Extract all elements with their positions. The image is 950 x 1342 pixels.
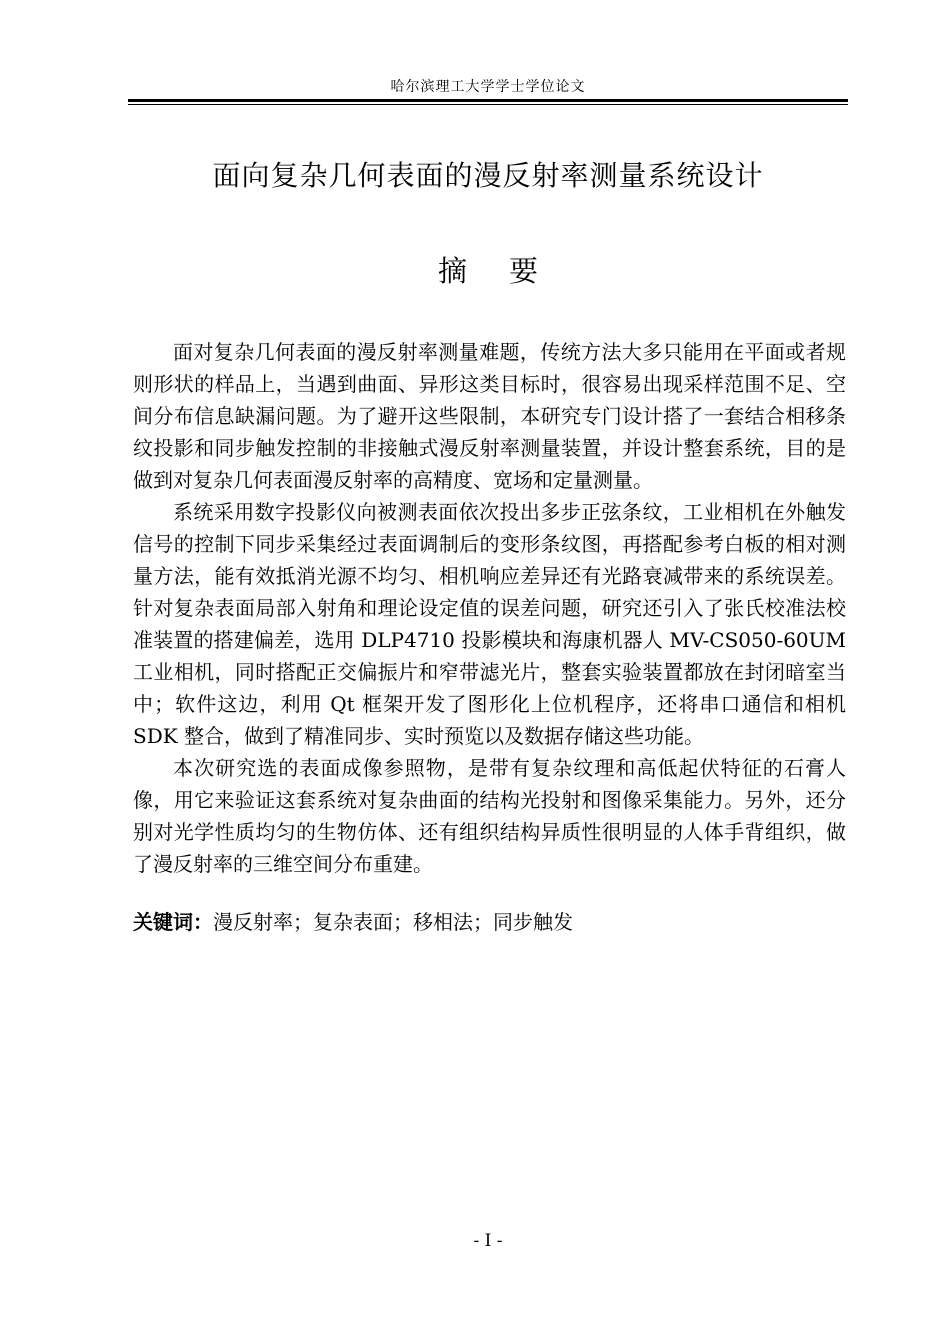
abstract-paragraph: 本次研究选的表面成像参照物，是带有复杂纹理和高低起伏特征的石膏人像，用它来验证这套系统对复杂曲面的结构光投射和图像采集能力。另外，还分别对光学性质均匀的生物仿体、还有组织结构异质性很明显的人体手背组织，做了漫反射率的三维空间分布重建。 (133, 756, 846, 876)
header-rule-thin (128, 104, 848, 105)
keywords-label: 关键词： (133, 910, 213, 934)
page-number: - I - (473, 1231, 503, 1251)
running-header: 哈尔滨理工大学学士学位论文 (390, 79, 586, 95)
keywords-line (133, 906, 846, 938)
header-rule-thick (128, 99, 848, 102)
keywords-value: 漫反射率；复杂表面；移相法；同步触发 (213, 910, 573, 934)
abstract-heading: 摘要 (437, 254, 580, 288)
abstract-body (133, 336, 846, 880)
abstract-paragraph: 系统采用数字投影仪向被测表面依次投出多步正弦条纹，工业相机在外触发信号的控制下同步采集经过表面调制后的变形条纹图，再搭配参考白板的相对测量方法，能有效抵消光源不均匀、相机响应差异还有光路衰减带来的系统误差。针对复杂表面局部入射角和理论设定值的误差问题，研究还引入了张氏校准法校准装置的搭建偏差，选用 DLP4710 投影模块和海康机器人 MV-CS050-60UM 工业相机，同时搭配正交偏振片和窄带滤光片，整套实验装置都放在封闭暗室当中；软件这边，利用 Qt 框架开发了图形化上位机程序，还将串口通信和相机 SDK 整合，做到了精准同步、实时预览以及数据存储这些功能。 (133, 500, 846, 748)
document-title: 面向复杂几何表面的漫反射率测量系统设计 (212, 159, 764, 192)
abstract-paragraph: 面对复杂几何表面的漫反射率测量难题，传统方法大多只能用在平面或者规则形状的样品上，当遇到曲面、异形这类目标时，很容易出现采样范围不足、空间分布信息缺漏问题。为了避开这些限制，本研究专门设计搭了一套结合相移条纹投影和同步触发控制的非接触式漫反射率测量装置，并设计整套系统，目的是做到对复杂几何表面漫反射率的高精度、宽场和定量测量。 (133, 340, 846, 492)
